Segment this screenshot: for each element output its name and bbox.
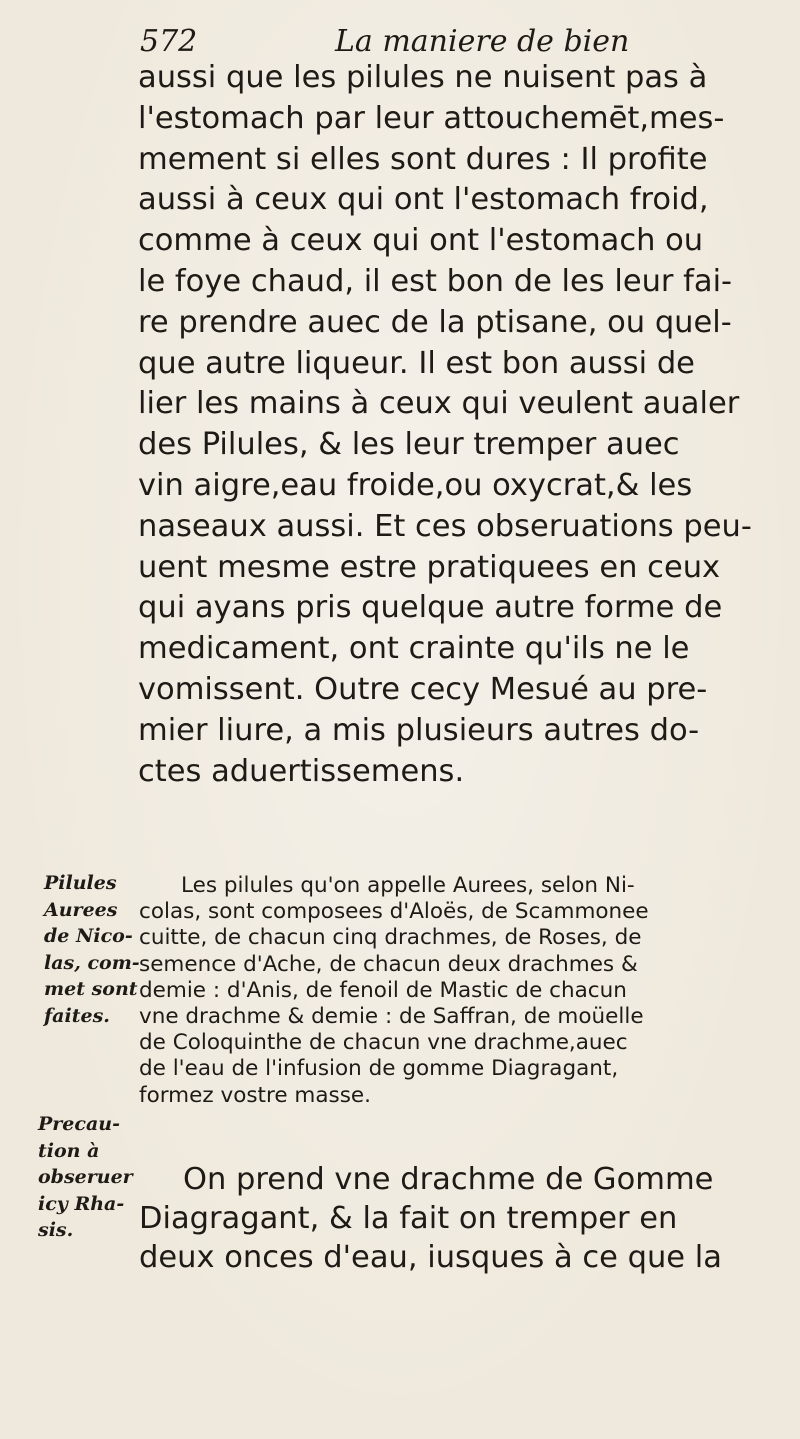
text-line: des Pilules, & les leur tremper auec	[138, 427, 680, 463]
running-head	[140, 22, 780, 62]
text-line: Diagragant, & la fait on tremper en	[139, 1201, 678, 1236]
margin-note-line: icy Rha-	[38, 1192, 125, 1215]
margin-note-precaution	[38, 1111, 138, 1244]
text-line: aussi à ceux qui ont l'estomach froid,	[138, 182, 709, 218]
margin-note-line: met sont	[44, 978, 138, 1000]
closing-paragraph	[139, 1160, 779, 1277]
margin-note-line: Precau-	[38, 1113, 120, 1135]
text-line: le foye chaud, il est bon de les leur fai-	[138, 263, 733, 299]
text-line: mier liure, a mis plusieurs autres do-	[138, 712, 700, 748]
running-title: La maniere de bien	[335, 24, 630, 59]
recipe-paragraph	[139, 873, 779, 1109]
text-line: re prendre auec de la ptisane, ou quel-	[138, 304, 732, 340]
recipe-line: cuitte, de chacun cinq drachmes, de Roses, de	[139, 925, 642, 951]
margin-note-line: las, com-	[44, 951, 140, 974]
recipe-line: colas, sont composees d'Aloës, de Scammonee	[139, 899, 649, 925]
margin-note-line: Pilules	[44, 872, 117, 894]
text-line: mement si elles sont dures : Il profite	[138, 141, 708, 177]
margin-note-line: Aurees	[44, 898, 118, 921]
recipe-line: de Coloquinthe de chacun vne drachme,auec	[139, 1030, 628, 1056]
text-line: medicament, ont crainte qu'ils ne le	[138, 631, 690, 667]
text-line: qui ayans pris quelque autre forme de	[138, 590, 723, 626]
text-line: vomissent. Outre cecy Mesué au pre-	[138, 671, 708, 707]
recipe-line: vne drachme & demie : de Saffran, de moüelle	[139, 1003, 644, 1029]
text-line: On prend vne drachme de Gomme	[183, 1162, 714, 1197]
text-line: aussi que les pilules ne nuisent pas à	[138, 60, 708, 95]
main-paragraph	[138, 58, 778, 792]
recipe-line: semence d'Ache, de chacun deux drachmes &	[139, 951, 638, 977]
text-line: deux onces d'eau, iusques à ce que la	[139, 1240, 722, 1275]
margin-note-pilules-aurees	[44, 870, 144, 1029]
recipe-line: Les pilules qu'on appelle Aurees, selon Ni-	[181, 873, 635, 898]
recipe-line: formez vostre masse.	[139, 1082, 371, 1108]
text-line: vin aigre,eau froide,ou oxycrat,& les	[138, 467, 693, 503]
recipe-line: de l'eau de l'infusion de gomme Diagragant,	[139, 1056, 619, 1082]
text-line: uent mesme estre pratiquees en ceux	[138, 549, 721, 585]
text-line: ctes aduertissemens.	[138, 753, 465, 789]
text-line: l'estomach par leur attouchemēt,mes-	[138, 100, 725, 136]
margin-note-line: obseruer	[38, 1166, 133, 1188]
margin-note-line: tion à	[38, 1139, 100, 1162]
text-line: comme à ceux qui ont l'estomach ou	[138, 223, 704, 259]
margin-note-line: de Nico-	[44, 925, 133, 947]
recipe-line: demie : d'Anis, de fenoil de Mastic de chacun	[139, 977, 627, 1003]
text-line: lier les mains à ceux qui veulent aualer	[138, 386, 740, 422]
margin-note-line: sis.	[38, 1219, 74, 1241]
margin-note-line: faites.	[44, 1004, 110, 1027]
page-number: 572	[140, 24, 198, 59]
text-line: naseaux aussi. Et ces obseruations peu-	[138, 508, 752, 544]
text-line: que autre liqueur. Il est bon aussi de	[138, 345, 695, 381]
